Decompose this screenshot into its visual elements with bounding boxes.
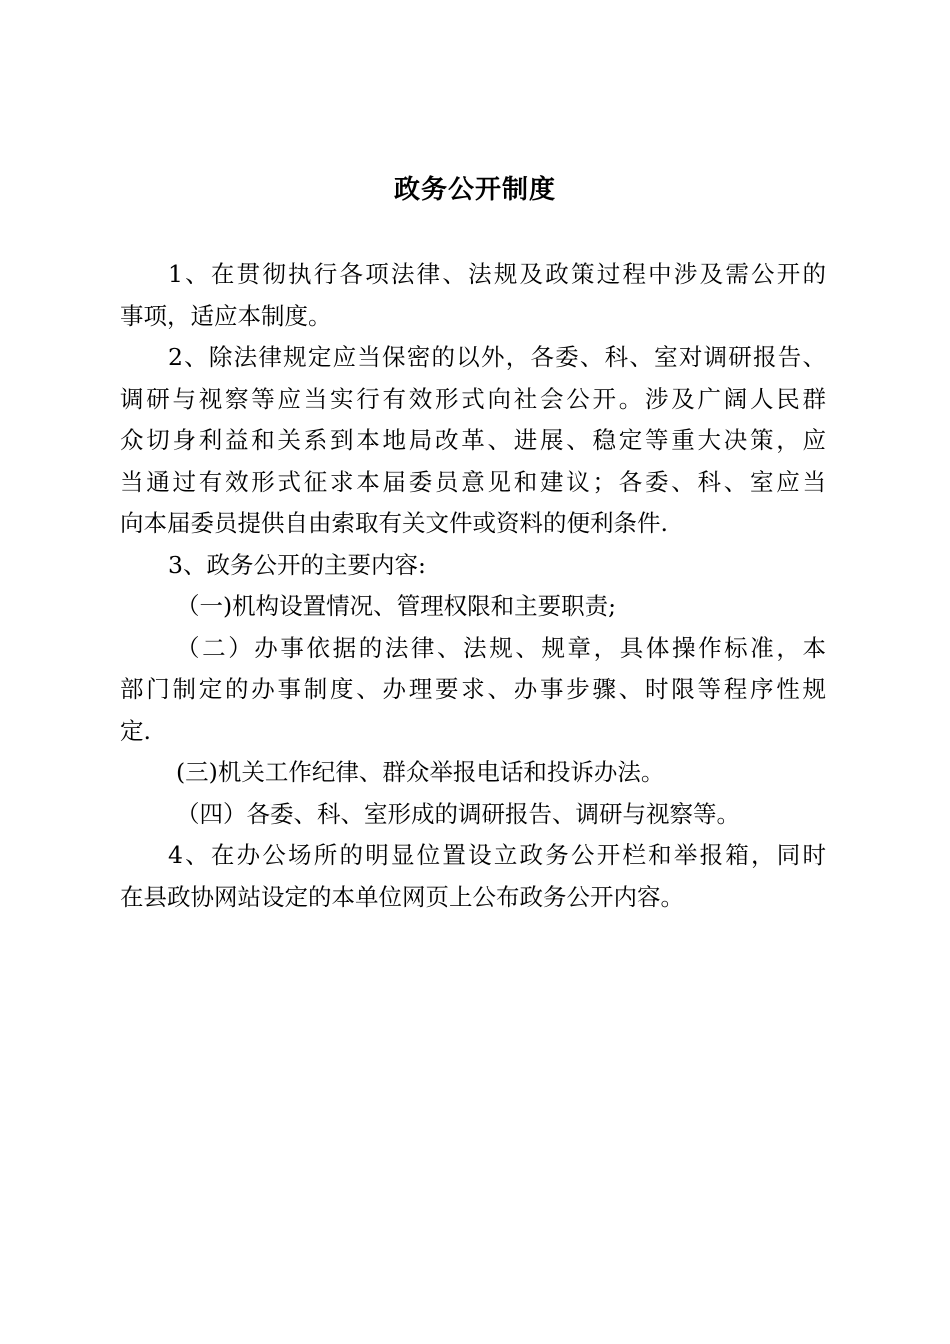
paragraph-4-line-2: 在县政协网站设定的本单位网页上公布政务公开内容。 [120,882,684,911]
paragraph-2-line-4: 当通过有效形式征求本届委员意见和建议；各委、科、室应当 [120,467,826,496]
item-2-line-1: （二）办事依据的法律、法规、规章，具体操作标准，本 [176,633,826,662]
paragraph-1-line-1: 1、在贯彻执行各项法律、法规及政策过程中涉及需公开的 [168,260,826,288]
paragraph-2-line-2: 调研与视察等应当实行有效形式向社会公开。涉及广阔人民群 [120,384,826,413]
paragraph-4-line-1: 4、在办公场所的明显位置设立政务公开栏和举报箱，同时 [168,841,826,869]
item-2-line-2: 部门制定的办事制度、办理要求、办事步骤、时限等程序性规 [120,675,826,703]
paragraph-1-line-2: 事项，适应本制度。 [120,301,332,330]
item-3-line-1: (三)机关工作纪律、群众举报电话和投诉办法。 [176,758,665,786]
paragraph-2-line-5: 向本届委员提供自由索取有关文件或资料的便利条件. [120,509,668,537]
paragraph-2-line-3: 众切身利益和关系到本地局改革、进展、稳定等重大决策，应 [120,426,826,454]
item-1-line-1: （一)机构设置情况、管理权限和主要职责; [176,592,617,620]
item-2-line-3: 定. [120,716,151,745]
document-body [120,254,826,918]
paragraph-2-line-1: 2、除法律规定应当保密的以外，各委、科、室对调研报告、 [168,343,826,371]
page-title: 政务公开制度 [393,175,556,205]
paragraph-3-line-1: 3、政务公开的主要内容: [168,550,426,579]
item-4-line-1: （四）各委、科、室形成的调研报告、调研与视察等。 [176,799,740,828]
